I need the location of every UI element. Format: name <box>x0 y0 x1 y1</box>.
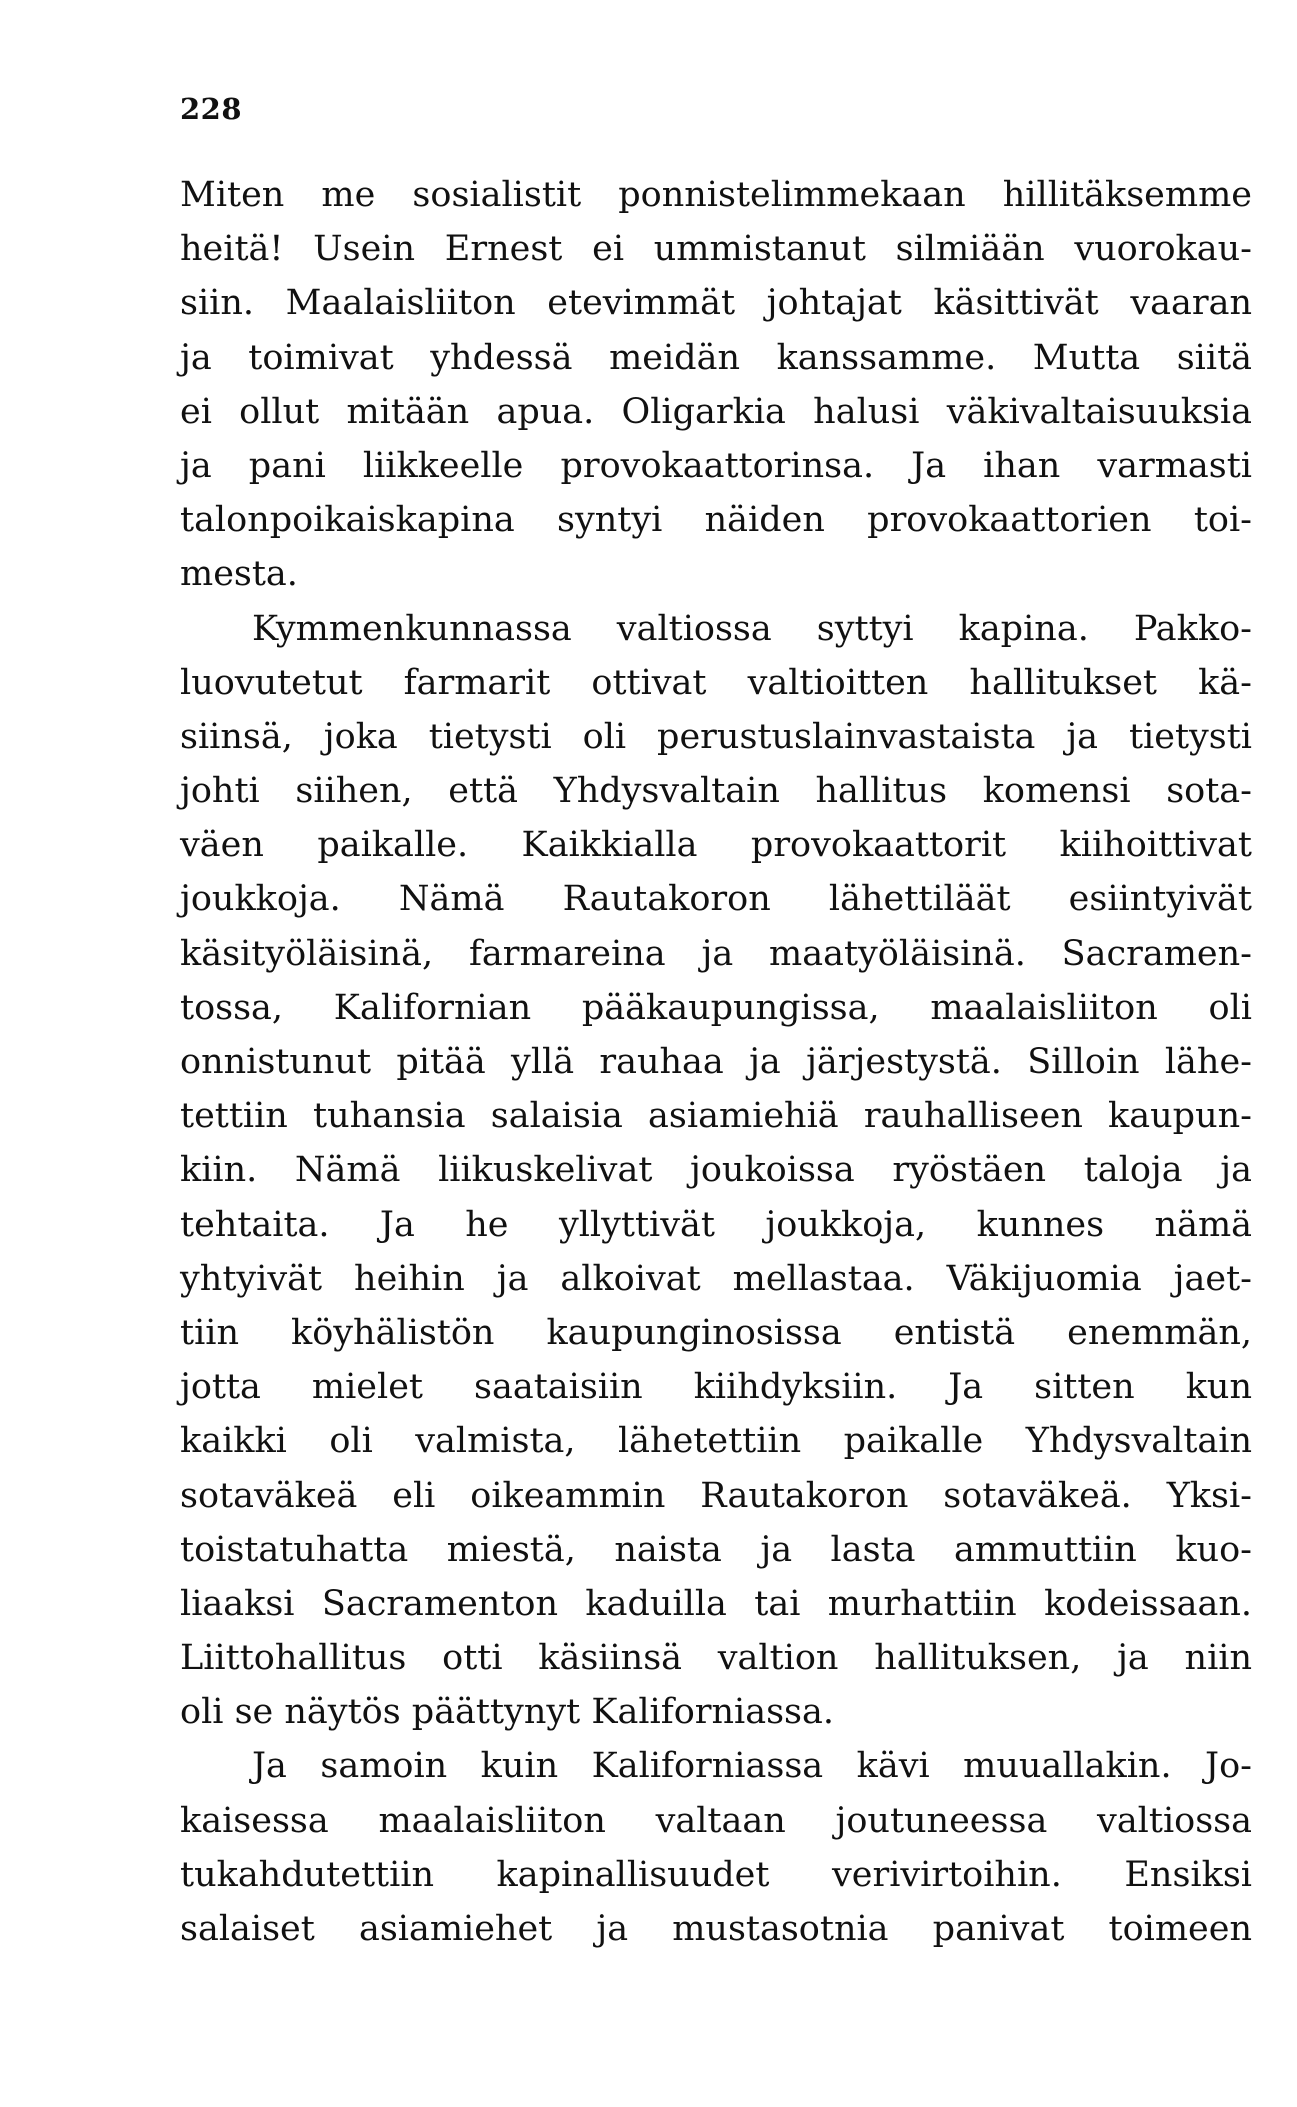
text-line: oli se näytös päättynyt Kaliforniassa. <box>180 1692 835 1733</box>
text-line: kiin. Nämä liikuskelivat joukoissa ryöstäen taloja ja <box>180 1150 1252 1191</box>
text-line: Miten me sosialistit ponnistelimmekaan hillitäksemme <box>180 175 1252 215</box>
text-line: siin. Maalaisliiton etevimmät johtajat käsittivät vaaran <box>180 283 1252 324</box>
text-line: jotta mielet saataisiin kiihdyksiin. Ja sitten kun <box>180 1367 1252 1408</box>
text-line: ja toimivat yhdessä meidän kanssamme. Mutta siitä <box>180 337 1252 378</box>
text-line: käsityöläisinä, farmareina ja maatyöläisinä. Sacramen- <box>180 933 1252 974</box>
text-line: talonpoikaiskapina syntyi näiden provokaattorien toi- <box>180 500 1252 541</box>
text-line: ja pani liikkeelle provokaattorinsa. Ja ihan varmasti <box>180 445 1252 486</box>
text-line: johti siihen, että Yhdysvaltain hallitus komensi sota- <box>180 771 1252 812</box>
text-line: Liittohallitus otti käsiinsä valtion hallituksen, ja niin <box>180 1638 1252 1679</box>
text-line: kaikki oli valmista, lähetettiin paikalle Yhdysvaltain <box>180 1421 1252 1462</box>
text-line: ei ollut mitään apua. Oligarkia halusi väkivaltaisuuksia <box>180 391 1252 432</box>
body-text <box>180 168 1252 1956</box>
text-line: toistatuhatta miestä, naista ja lasta ammuttiin kuo- <box>180 1529 1252 1570</box>
text-line: tiin köyhälistön kaupunginosissa entistä enemmän, <box>180 1312 1252 1353</box>
text-line: liaaksi Sacramenton kaduilla tai murhattiin kodeissaan. <box>180 1583 1252 1624</box>
text-line: heitä! Usein Ernest ei ummistanut silmiään vuorokau- <box>180 229 1252 270</box>
text-line: salaiset asiamiehet ja mustasotnia panivat toimeen <box>180 1909 1252 1949</box>
text-line: tukahdutettiin kapinallisuudet verivirtoihin. Ensiksi <box>180 1854 1252 1895</box>
text-line: onnistunut pitää yllä rauhaa ja järjestystä. Silloin lähe- <box>180 1042 1252 1082</box>
text-line: sotaväkeä eli oikeammin Rautakoron sotaväkeä. Yksi- <box>180 1475 1252 1516</box>
text-line: joukkoja. Nämä Rautakoron lähettiläät esiintyivät <box>180 879 1252 920</box>
text-line: Kymmenkunnassa valtiossa syttyi kapina. Pakko- <box>252 608 1252 649</box>
text-line: yhtyivät heihin ja alkoivat mellastaa. Väkijuomia jaet- <box>180 1258 1252 1299</box>
text-line: siinsä, joka tietysti oli perustuslainvastaista ja tietysti <box>180 716 1252 757</box>
text-line: tettiin tuhansia salaisia asiamiehiä rauhalliseen kaupun- <box>180 1096 1252 1137</box>
text-line: luovutetut farmarit ottivat valtioitten hallitukset kä- <box>180 662 1252 703</box>
text-line: mesta. <box>180 554 298 595</box>
page-number: 228 <box>180 92 243 126</box>
text-line: kaisessa maalaisliiton valtaan joutuneessa valtiossa <box>180 1800 1252 1841</box>
text-line: tehtaita. Ja he yllyttivät joukkoja, kunnes nämä <box>180 1204 1252 1245</box>
text-line: Ja samoin kuin Kaliforniassa kävi muuallakin. Jo- <box>252 1746 1252 1787</box>
text-line: tossa, Kalifornian pääkaupungissa, maalaisliiton oli <box>180 987 1252 1028</box>
text-line: väen paikalle. Kaikkialla provokaattorit kiihoittivat <box>180 825 1252 866</box>
